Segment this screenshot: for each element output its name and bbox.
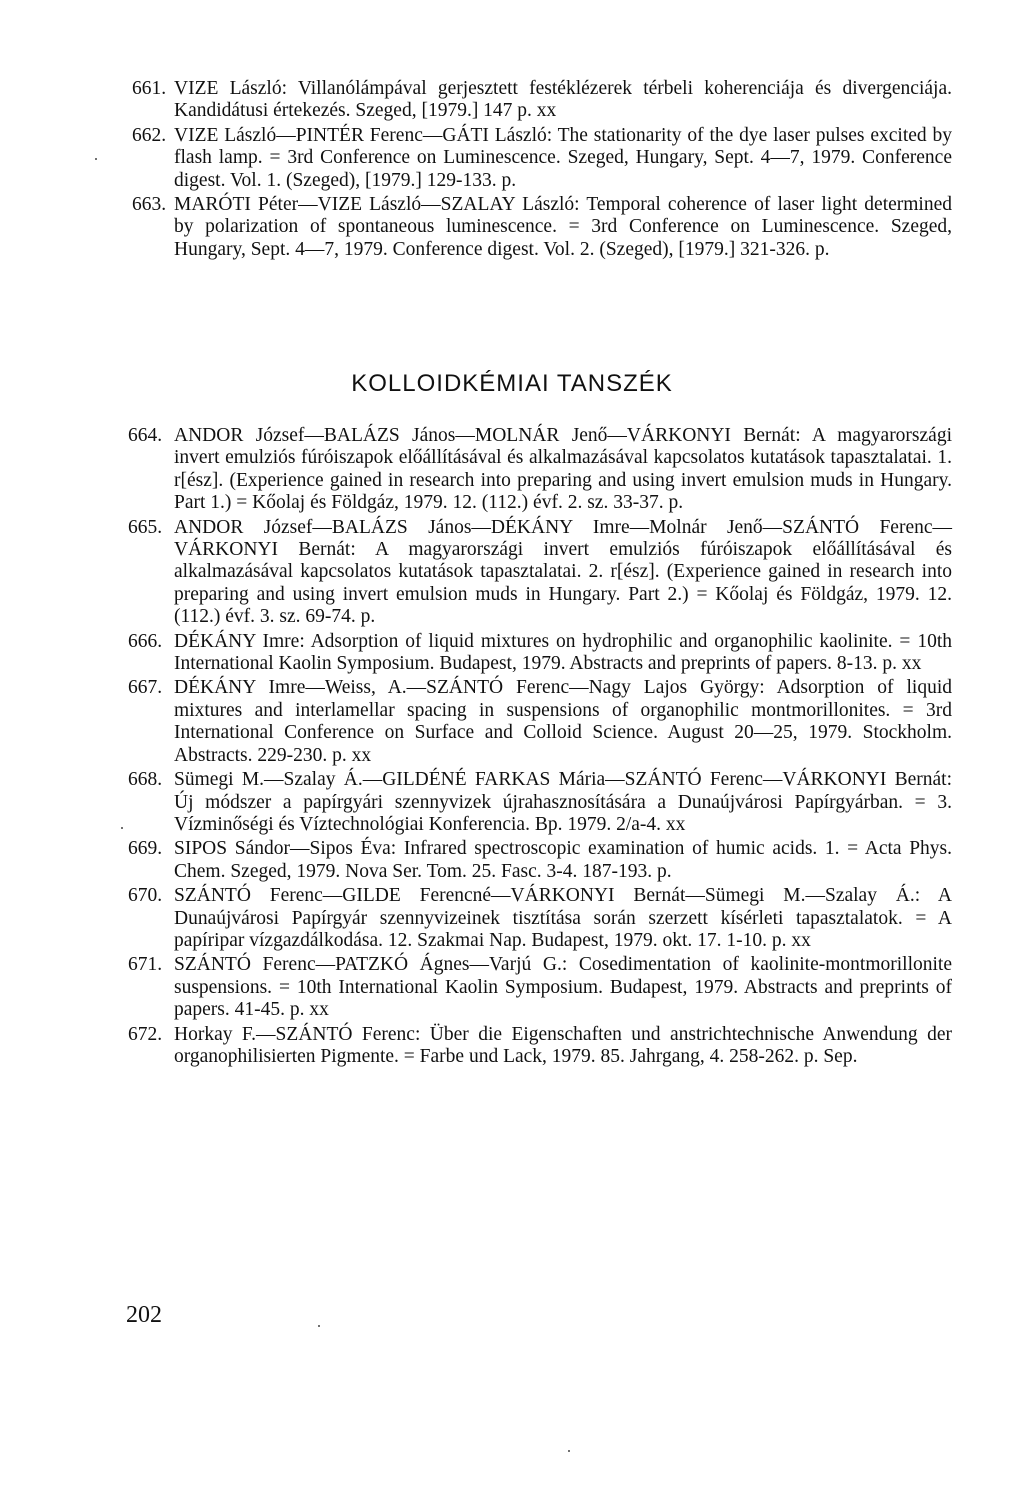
section-heading: KOLLOIDKÉMIAI TANSZÉK: [351, 370, 673, 397]
entry-number: 672.: [128, 1023, 163, 1045]
entry-text: SIPOS Sándor—Sipos Éva: Infrared spectroscopic examination of humic acids. 1. = Acta Phys. Chem. Szeged, 1979. Nova Ser. Tom. 25. Fasc. 3-4. 187-193. p.: [174, 838, 952, 882]
entry-number: 670.: [128, 885, 163, 907]
bibliography-entry: [128, 677, 952, 767]
entry-text: DÉKÁNY Imre: Adsorption of liquid mixtures on hydrophilic and organophilic kaolinite. = 10th International Kaolin Symposium. Budapest, 1979. Abstracts and preprints of papers. 8-13. p. xx: [174, 630, 952, 675]
entry-number: 662.: [132, 124, 167, 146]
bibliography-entry: [128, 630, 952, 676]
entry-number: 669.: [128, 838, 163, 860]
entry-text: SZÁNTÓ Ferenc—PATZKÓ Ágnes—Varjú G.: Cosedimentation of kaolinite-montmorillonite suspensions. = 10th International Kaolin Symposium. Budapest, 1979. Abstracts and preprints of papers. 41-45. p. xx: [174, 954, 952, 1021]
bibliography-entry: [132, 125, 952, 192]
entry-text: Sümegi M.—Szalay Á.—GILDÉNÉ FARKAS Mária—SZÁNTÓ Ferenc—VÁRKONYI Bernát: Új módszer a papírgyári szennyvizek újrahasznosítására a Dunaújvárosi Papírgyárban. = 3. Vízminőségi és Víztechnológiai Konferencia. Bp. 1979. 2/a-4. xx: [174, 769, 952, 835]
bibliography-entry: [132, 78, 952, 123]
entry-text: DÉKÁNY Imre—Weiss, A.—SZÁNTÓ Ferenc—Nagy Lajos György: Adsorption of liquid mixtures and interlamellar spacing in suspensions of organophilic montmorillonites. = 3rd International Conference on Surface and Colloid Science. August 20—25, 1979. Stockholm. Abstracts. 229-230. p. xx: [174, 677, 952, 766]
bibliography-list-colloid-chemistry: [128, 425, 952, 1070]
scan-speck: [318, 1325, 320, 1327]
entry-number: 666.: [128, 630, 163, 652]
entry-text: VIZE László: Villanólámpával gerjesztett festéklézerek térbeli koherenciája és divergenciája. Kandidátusi értekezés. Szeged, [1979.] 147 p. xx: [174, 78, 952, 122]
bibliography-entry: [128, 516, 952, 629]
entry-text: ANDOR József—BALÁZS János—MOLNÁR Jenő—VÁRKONYI Bernát: A magyarországi invert emulziós fúróiszapok előállításával és alkalmazásával kapcsolatos kutatások tapasztalatai. 1. r[ész]. (Experience gained in research into preparing and using invert emulsion muds in Hungary. Part 1.) = Kőolaj és Földgáz, 1979. 12. (112.) évf. 2. sz. 33-37. p.: [174, 425, 952, 514]
entry-text: SZÁNTÓ Ferenc—GILDE Ferencné—VÁRKONYI Bernát—Sümegi M.—Szalay Á.: A Dunaújvárosi Papírgyár szennyvizeinek tisztítása során szerzett kísérleti tapasztalatok. = A papíripar vízgazdálkodása. 12. Szakmai Nap. Budapest, 1979. okt. 17. 1-10. p. xx: [174, 885, 952, 951]
bibliography-list-physics: [132, 78, 952, 263]
bibliography-entry: [128, 1023, 952, 1069]
bibliography-entry: [128, 425, 952, 515]
scan-speck: [568, 1450, 570, 1452]
bibliography-entry: [128, 885, 952, 952]
bibliography-entry: [128, 954, 952, 1021]
entry-number: 663.: [132, 194, 167, 216]
entry-number: 664.: [128, 425, 163, 446]
entry-number: 665.: [128, 516, 163, 538]
entry-number: 661.: [132, 78, 167, 99]
scan-speck: [95, 158, 97, 160]
entry-number: 668.: [128, 769, 163, 791]
scan-speck: [121, 827, 123, 829]
entry-text: Horkay F.—SZÁNTÓ Ferenc: Über die Eigenschaften und anstrichtechnische Anwendung der organophilisierten Pigmente. = Farbe und Lack, 1979. 85. Jahrgang, 4. 258-262. p. Sep.: [174, 1023, 952, 1067]
bibliography-entry: [132, 194, 952, 261]
page-number: 202: [126, 1302, 162, 1328]
bibliography-entry: [128, 769, 952, 836]
entry-number: 671.: [128, 954, 163, 976]
entry-number: 667.: [128, 677, 163, 699]
entry-text: MARÓTI Péter—VIZE László—SZALAY László: Temporal coherence of laser light determined by polarization of spontaneous luminescence. = 3rd Conference on Luminescence. Szeged, Hungary, Sept. 4—7, 1979. Conference digest. Vol. 2. (Szeged), [1979.] 321-326. p.: [174, 194, 952, 260]
entry-text: VIZE László—PINTÉR Ferenc—GÁTI László: The stationarity of the dye laser pulses excited by flash lamp. = 3rd Conference on Luminescence. Szeged, Hungary, Sept. 4—7, 1979. Conference digest. Vol. 1. (Szeged), [1979.] 129-133. p.: [174, 124, 952, 191]
entry-text: ANDOR József—BALÁZS János—DÉKÁNY Imre—Molnár Jenő—SZÁNTÓ Ferenc—VÁRKONYI Bernát: A magyarországi invert emulziós fúróiszapok előállításával és alkalmazásával kapcsolatos kutatások tapasztalatai. 2. r[ész]. (Experience gained in research into preparing and using invert emulsion muds in Hungary. Part 2.) = Kőolaj és Földgáz, 1979. 12. (112.) évf. 3. sz. 69-74. p.: [174, 516, 952, 628]
bibliography-entry: [128, 838, 952, 883]
